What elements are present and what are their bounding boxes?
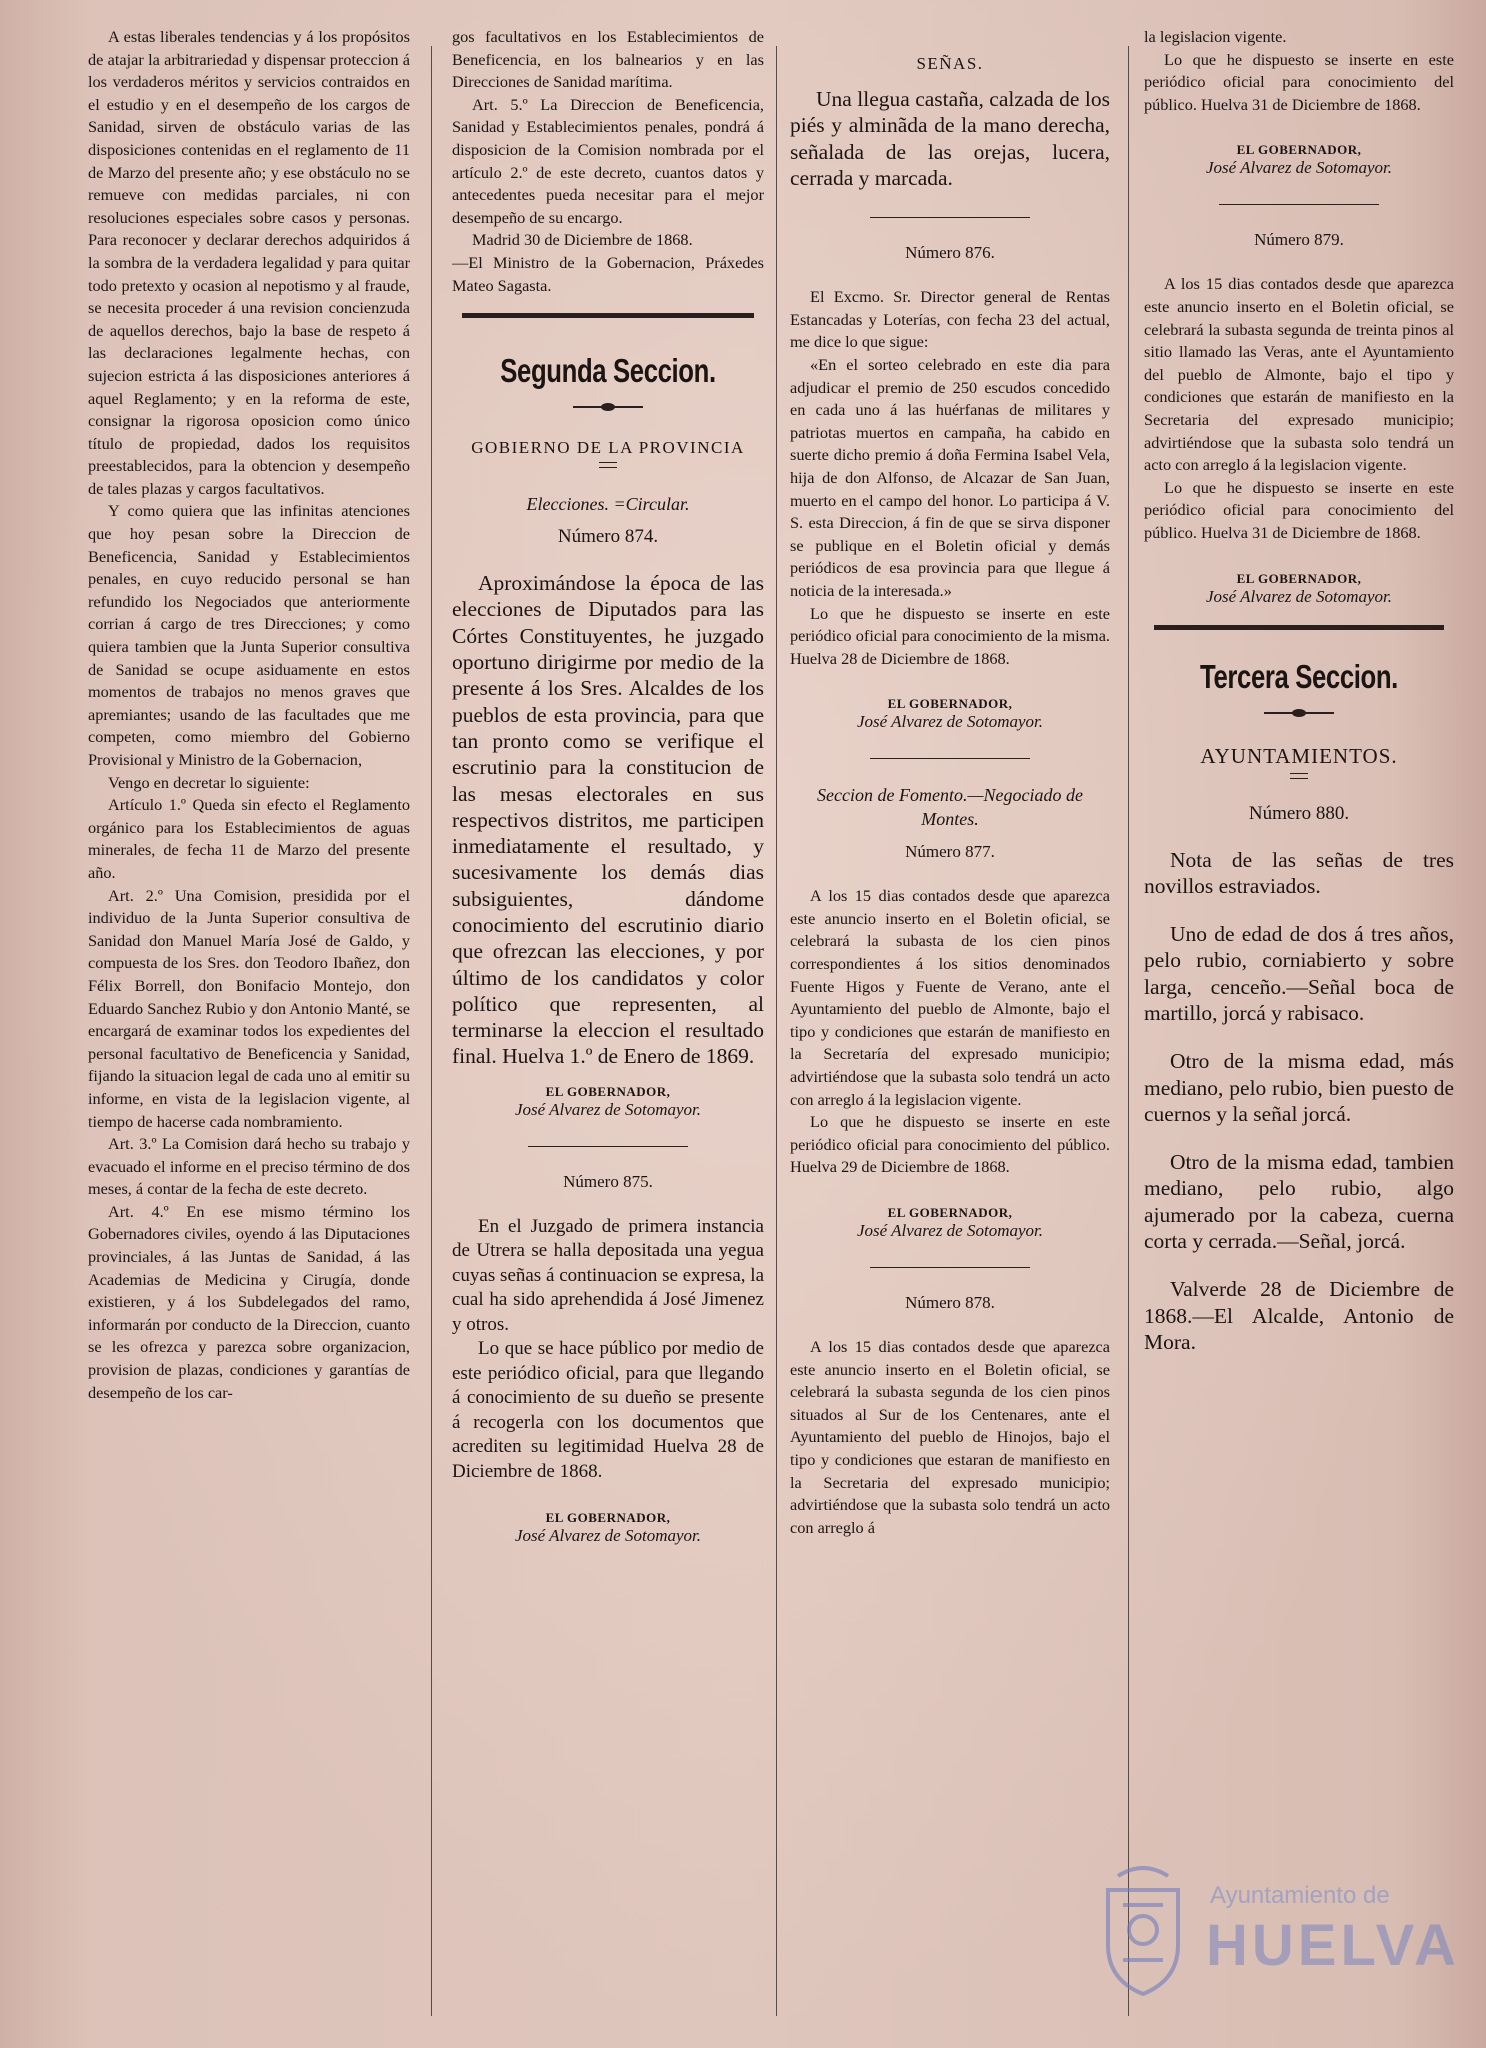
paragraph: Art. 2.º Una Comision, presidida por el individuo de la Junta Superior consultiva de Sanidad don Manuel María José de Galdo, y compuesta de los Sres. don Teodoro Ibañez, don Félix Borrell, don Bonifacio Montejo, don Eduardo Sanchez Rubio y don Antonio Manté, se encargará de examinar todos los expedientes del personal facultativo de Beneficencia y Sanidad, fijando la situacion legal de cada uno al emitir su informe, en vista de la legislacion vigente, al tiempo de hacerse cada nombramiento. xyxy=(88,885,410,1131)
paragraph: Nota de las señas de tres novillos estraviados. xyxy=(1144,847,1454,898)
divider xyxy=(870,1267,1030,1268)
paragraph: En el Juzgado de primera instancia de Utrera se halla depositada una yegua cuyas señas á continuacion se expresa, la cual ha sido aprehendida á José Jimenez y otros. xyxy=(452,1215,764,1335)
paragraph: A estas liberales tendencias y á los propósitos de atajar la arbitrariedad y dispensar proteccion á los verdaderos méritos y servicios contraidos en el estudio y en el desempeño de los cargos de Sanidad, sirven de obstáculo varias de las disposiciones contenidas en el reglamento de 11 de Marzo del presente año; y ese obstáculo no se remueve con medidas parciales, ni con resoluciones especiales sobre casos y personas. Para reconocer y declarar derechos adquiridos á la sombra de la verdadera legalidad y para quitar todo pretexto y ocasion al nepotismo y al fraude, se necesita proceder á una revision concienzuda de aquellos derechos, bajo la base de respeto á las declaraciones legalmente hechas, con sujecion estricta á las disposiciones anteriores á aquel Reglamento; y en la reforma de este, consignar la rigorosa oposicion como único título de propiedad, dados los requisitos preestablecidos, para la obtencion y desempeño de tales plazas y cargos facultativos. xyxy=(88,27,410,498)
dash-divider xyxy=(599,462,617,468)
paragraph: El Excmo. Sr. Director general de Rentas Estancadas y Loterías, con fecha 23 del actual, me dice lo que sigue: xyxy=(790,287,1110,352)
paragraph: Uno de edad de dos á tres años, pelo rubio, corniabierto y sobre larga, cenceño.—Señal boca de martillo, jorcá y rabisaco. xyxy=(1144,922,1454,1025)
subheading: Elecciones. =Circular. xyxy=(526,494,690,515)
signature-title: EL GOBERNADOR, xyxy=(545,1510,671,1526)
divider xyxy=(1219,204,1379,205)
paragraph: Lo que se hace público por medio de este periódico oficial, para que llegando á conocimiento de su dueño se presente á recogerla con los documentos que acrediten su legitimidad Huelva 28 de Diciembre de 1868. xyxy=(452,1338,764,1482)
paragraph: A los 15 dias contados desde que aparezca este anuncio inserto en el Boletin oficial, se celebrará la subasta segunda de los cien pinos situados al Sur de los Centenares, ante el Ayuntamiento del pueblo de Hinojos, bajo el tipo y condiciones que estaran de manifiesto en la Secretaria del expresado municipio; advirtiéndose que la subasta solo tendrá un acto con arreglo á xyxy=(790,1337,1110,1537)
paragraph: «En el sorteo celebrado en este dia para adjudicar el premio de 250 escudos concedido en cada uno á las huérfanas de militares y patriotas muertos en campaña, ha cabido en suerte dicho premio á doña Fermina Isabel Vela, hija de don Alfonso, de Alcazar de San Juan, muerto en el campo del honor. Lo participa á V. S. esta Direccion, á fin de que se sirva disponer se publique en el Boletin oficial y demás periódicos de esa provincia para que llegue á noticia de la interesada.» xyxy=(790,354,1110,600)
heading: GOBIERNO DE LA PROVINCIA xyxy=(471,438,745,458)
signature-name: José Alvarez de Sotomayor. xyxy=(856,1221,1044,1240)
signature-title: EL GOBERNADOR, xyxy=(545,1083,671,1099)
paragraph: A los 15 dias contados desde que aparezca este anuncio inserto en el Boletin oficial, se celebrará la subasta de los cien pinos correspondientes á los sitios denominados Fuente Higos y Fuente de Verano, ante el Ayuntamiento del pueblo de Almonte, bajo el tipo y condiciones que estarán de manifiesto en la Secretaría del expresado municipio; advirtiéndose que la subasta solo tendrá un acto con arreglo á la legislacion vigente. xyxy=(790,886,1110,1109)
column-1 xyxy=(88,26,410,1404)
subheading: Seccion de Fomento.—Negociado de Montes. xyxy=(817,785,1083,830)
column-4 xyxy=(1144,26,1454,1355)
divider xyxy=(528,1146,688,1147)
notice-number: Número 879. xyxy=(1254,230,1344,250)
paragraph: Art. 4.º En ese mismo término los Gobernadores civiles, oyendo á las Diputaciones provinciales, á las Juntas de Sanidad, á las Academias de Medicina y Cirugía, donde existieren, y á los Subdelegados del ramo, informarán por conducto de la Direccion, cuanto se les ofrezca y parezca sobre organizacion, provision de plazas, condiciones y garantías de desempeño de los car- xyxy=(88,1201,410,1402)
paragraph: Una llegua castaña, calzada de los piés y alminãda de la mano derecha, señalada de las orejas, lucera, cerrada y marcada. xyxy=(790,87,1110,190)
ornament-divider xyxy=(1264,706,1334,720)
signature-name: José Alvarez de Sotomayor. xyxy=(1205,158,1393,178)
notice-number: Número 877. xyxy=(905,842,995,862)
paragraph: Lo que he dispuesto se inserte en este periódico oficial para conocimiento del público. Huelva 29 de Diciembre de 1868. xyxy=(790,1112,1110,1177)
paragraph: gos facultativos en los Establecimientos de Beneficencia, en los balnearios y en las Direcciones de Sanidad marítima. xyxy=(452,27,764,92)
paragraph: A los 15 dias contados desde que aparezca este anuncio inserto en el Boletin oficial, se celebrará la subasta segunda de treinta pinos al sitio llamado las Veras, ante el Ayuntamiento del pueblo de Almonte, bajo el tipo y condiciones que estarán de manifiesto en la Secretaria del expresado municipio; advirtiéndose que la subasta solo tendrá un acto con arreglo á la legislacion vigente. xyxy=(1144,274,1454,475)
signature-name: José Alvarez de Sotomayor. xyxy=(514,1099,702,1119)
paragraph: Y como quiera que las infinitas atenciones que hoy pesan sobre la Direccion de Beneficencia, Sanidad y Establecimientos penales, en cuyo reducido personal se han refundido los Negociados que anteriormente corrian á cargo de tres Direcciones; y como quiera tambien que la Junta Superior consultiva de Sanidad se ocupe asiduamente en estos momentos de trabajos no menos graves que apremiantes; usando de las facultades que me competen, como miembro del Gobierno Provisional y Ministro de la Gobernacion, xyxy=(88,501,410,769)
divider xyxy=(870,758,1030,759)
paragraph: Valverde 28 de Diciembre de 1868.—El Alcalde, Antonio de Mora. xyxy=(1144,1277,1454,1354)
paragraph: Otro de la misma edad, más mediano, pelo rubio, bien puesto de cuernos y la señal jorcá. xyxy=(1144,1049,1454,1126)
column-rule xyxy=(1128,46,1129,2016)
paragraph: Artículo 1.º Queda sin efecto el Reglamento orgánico para los Establecimientos de aguas minerales, de fecha 11 de Marzo del presente año. xyxy=(88,795,410,882)
paragraph: Art. 3.º La Comision dará hecho su trabajo y evacuado el informe en el preciso término de dos meses, á contar de la fecha de este decreto. xyxy=(88,1134,410,1199)
column-2 xyxy=(452,26,764,1564)
watermark-line2: HUELVA xyxy=(1206,1913,1460,1978)
section-divider xyxy=(462,313,754,318)
notice-number: Número 880. xyxy=(1248,802,1350,824)
paragraph: Lo que he dispuesto se inserte en este periódico oficial para conocimiento del público. Huelva 31 de Diciembre de 1868. xyxy=(1144,477,1454,542)
paragraph: la legislacion vigente. xyxy=(1144,27,1287,46)
paragraph: Lo que he dispuesto se inserte en este periódico oficial para conocimiento del público. Huelva 31 de Diciembre de 1868. xyxy=(1144,49,1454,114)
signature-name: José Alvarez de Sotomayor. xyxy=(1205,586,1393,606)
signature-title: EL GOBERNADOR, xyxy=(1236,570,1362,586)
paragraph: Madrid 30 de Diciembre de 1868. xyxy=(472,230,693,250)
paragraph: Otro de la misma edad, tambien mediano, pelo rubio, algo ajumerado por la cabeza, cuerna corta y cerrada.—Señal, jorcá. xyxy=(1144,1150,1454,1254)
paragraph: Vengo en decretar lo siguiente: xyxy=(108,772,310,792)
column-3 xyxy=(790,26,1110,1539)
ornament-divider xyxy=(573,400,643,414)
notice-number: Número 878. xyxy=(905,1293,995,1312)
column-rule xyxy=(431,46,432,2016)
watermark-line1: Ayuntamiento de xyxy=(1210,1882,1390,1909)
section-divider xyxy=(1154,625,1444,630)
paragraph: —El Ministro de la Gobernacion, Práxedes Mateo Sagasta. xyxy=(452,252,764,295)
paragraph: Art. 5.º La Direccion de Beneficencia, Sanidad y Establecimientos penales, pondrá á disposicion de la Comision nombrada por el artículo 2.º de este decreto, cuantos datos y antecedentes pueda necesitar para el mejor desempeño de su encargo. xyxy=(452,94,764,227)
section-title: Segunda Seccion. xyxy=(500,352,716,390)
signature-title: EL GOBERNADOR, xyxy=(1236,142,1362,158)
notice-number: Número 874. xyxy=(557,526,659,548)
heading: SEÑAS. xyxy=(916,54,984,73)
section-title: Tercera Seccion. xyxy=(1200,657,1398,695)
divider xyxy=(870,217,1030,218)
dash-divider xyxy=(1290,773,1308,779)
signature-name: José Alvarez de Sotomayor. xyxy=(514,1526,702,1546)
signature-name: José Alvarez de Sotomayor. xyxy=(856,712,1044,732)
signature-title: EL GOBERNADOR, xyxy=(887,1205,1013,1220)
paragraph: Aproximándose la época de las elecciones de Diputados para las Córtes Constituyentes, he juzgado oportuno dirigirme por medio de la presente á los Sres. Alcaldes de los pueblos de esta provincia, para que tan pronto como se verifique el escrutinio para la constitucion de las mesas electorales en sus respectivos distritos, me participen inmediatamente el resultado, y sucesivamente los demás dias subsiguientes, dándome conocimiento del escrutinio diario que ofrezcan las elecciones, y por último de los candidatos y color político que representen, al terminarse la eleccion el resultado final. Huelva 1.º de Enero de 1869. xyxy=(452,571,764,1069)
notice-number: Número 876. xyxy=(905,243,995,263)
huelva-coat-of-arms-icon xyxy=(1088,1860,1198,2000)
paragraph: Lo que he dispuesto se inserte en este periódico oficial para conocimiento de la misma. Huelva 28 de Diciembre de 1868. xyxy=(790,603,1110,668)
column-rule xyxy=(776,46,777,2016)
notice-number: Número 875. xyxy=(563,1171,653,1191)
signature-title: EL GOBERNADOR, xyxy=(887,696,1013,712)
heading: AYUNTAMIENTOS. xyxy=(1200,743,1398,768)
